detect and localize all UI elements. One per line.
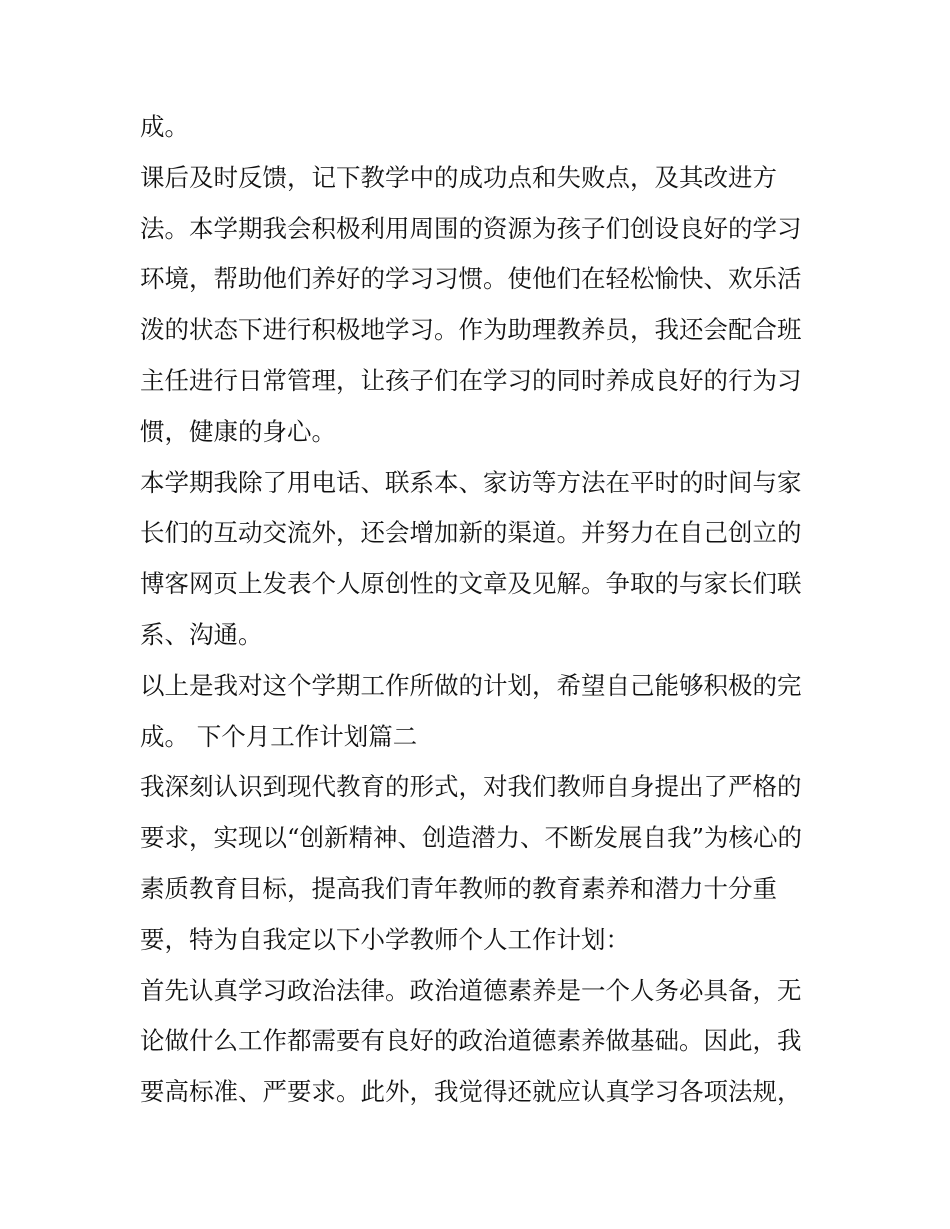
text-line: 我深刻认识到现代教育的形式，对我们教师自身提出了严格的	[140, 772, 802, 802]
text-line: 首先认真学习政治法律。政治道德素养是一个人务必具备，无	[140, 975, 802, 1005]
document-body	[140, 102, 820, 1118]
text-line: 成。 下个月工作计划篇二	[140, 721, 418, 751]
text-line: 要高标准、严要求。此外，我觉得还就应认真学习各项法规，	[140, 1077, 802, 1107]
text-line: 课后及时反馈，记下教学中的成功点和失败点，及其改进方	[140, 162, 777, 192]
text-line: 泼的状态下进行积极地学习。作为助理教养员，我还会配合班	[140, 315, 802, 345]
text-line: 论做什么工作都需要有良好的政治道德素养做基础。因此，我	[140, 1026, 802, 1056]
text-line: 惯，健康的身心。	[140, 416, 336, 446]
text-line: 素质教育目标，提高我们青年教师的教育素养和潜力十分重	[140, 873, 777, 903]
text-line: 要，特为自我定以下小学教师个人工作计划：	[140, 924, 630, 954]
text-line: 本学期我除了用电话、联系本、家访等方法在平时的时间与家	[140, 467, 802, 497]
text-line: 成。	[140, 112, 189, 141]
text-line: 系、沟通。	[140, 619, 263, 649]
text-line: 主任进行日常管理，让孩子们在学习的同时养成良好的行为习	[140, 365, 802, 395]
text-line: 法。本学期我会积极利用周围的资源为孩子们创设良好的学习	[140, 213, 802, 243]
text-line: 要求，实现以“创新精神、创造潜力、不断发展自我”为核心的	[140, 823, 803, 853]
text-line: 博客网页上发表个人原创性的文章及见解。争取的与家长们联	[140, 569, 802, 599]
text-line: 长们的互动交流外，还会增加新的渠道。并努力在自己创立的	[140, 518, 802, 548]
text-line: 以上是我对这个学期工作所做的计划，希望自己能够积极的完	[140, 670, 802, 700]
text-line: 环境，帮助他们养好的学习习惯。使他们在轻松愉快、欢乐活	[140, 264, 802, 294]
